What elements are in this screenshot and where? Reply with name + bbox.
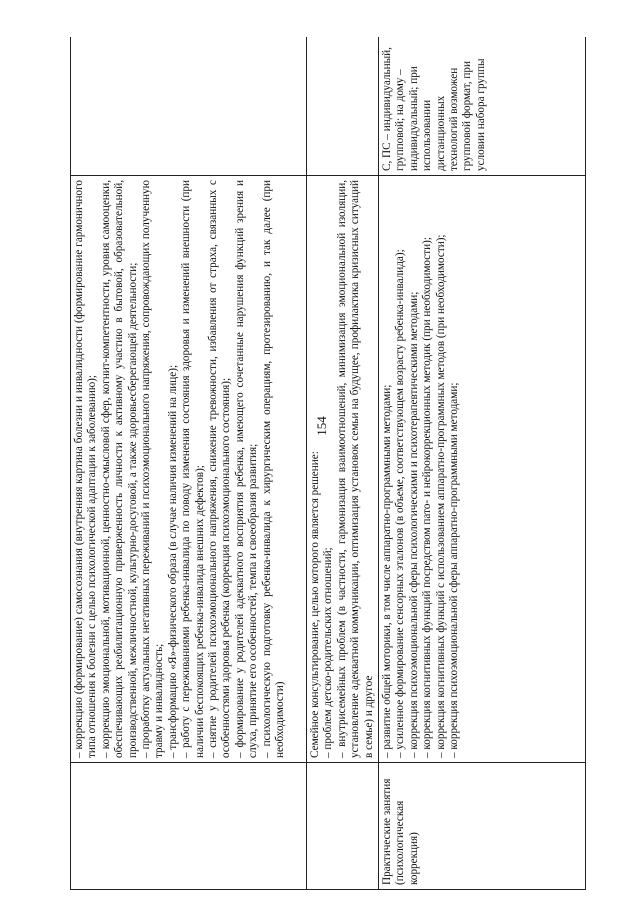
format-description: С, ПС – индивидуальный, групповой; на дому – индивидуальный; при использовании дистанционных технологий возможен групповой формат, при условии набора группы — [381, 47, 487, 171]
table-cell-format — [307, 37, 379, 176]
list-item: – коррекция психоэмоциональной сферы психологическими и психотерапевтическими методами; — [407, 291, 420, 758]
table-cell-activity — [71, 763, 307, 890]
table-cell-content — [71, 176, 307, 763]
rehabilitation-table — [70, 37, 586, 890]
activity-label: Практические занятия (психологическая коррекция) — [381, 778, 420, 885]
page-number: 154 — [313, 416, 329, 436]
list-item: – психологическую подготовку ребенка-инвалида к хирургическим операциям, протезированию, и так далее (при необходимости) — [260, 180, 287, 758]
list-item: – усиленное формирование сенсорных эталонов (в объеме, соответствующем возрасту ребенка-инвалида); — [394, 249, 407, 758]
list-item: – коррекция психоэмоциональной сферы аппаратно-программными методами; — [448, 382, 461, 758]
list-item: – работу с переживаниями ребенка-инвалида по поводу изменения состояния здоровья и изменений внешности (при наличии беспокоящих ребенка-инвалида внешних дефектов); — [180, 180, 206, 758]
list-item: – формирование у родителей адекватного восприятия ребенка, имеющего сочетанные нарушения функций зрения и слуха, принятие его особенностей, темпа и своеобразия развития; — [233, 180, 260, 758]
table-cell-activity — [307, 763, 379, 890]
list-item: – развитие общей моторики, в том числе аппаратно-программными методами; — [381, 384, 394, 758]
list-item: – снятие у родителей психоэмоционального напряжения, снижение тревожности, избавления от страха, связанных с особенностями здоровья ребенка (коррекция психоэмоционального состояния); — [207, 180, 233, 758]
rotated-page-body — [70, 37, 586, 890]
table-cell-format — [71, 37, 307, 176]
list-item: – трансформацию «Я»-физического образа (в случае наличия изменений на лице); — [166, 364, 179, 758]
list-item: – коррекцию эмоциональной, мотивационной, ценностно-смысловой сфер, когнит-компетентности, уровня самооценки, обеспечивающих реабилитационную приверженность личности к активному участию в бытовой, образовательной, производственной, межличностной, культурно-досуговой, а также здоровьесберегающей деятельности; — [99, 180, 139, 758]
list-item: – коррекцию (формирование) самосознания (внутренняя картина болезни и инвалидности (формирование гармоничного типа отношения к болезни с целью психологической адаптации к заболеванию); — [73, 180, 99, 758]
list-item: – коррекция когнитивных функций с использованием аппаратно-программных методов (при необходимости); — [434, 234, 447, 758]
list-item: – внутрисемейных проблем (в частности, гармонизация взаимоотношений, минимизация эмоциональной изоляции, установление адекватной коммуникации, оптимизация установок семьи на будущее, профилактика кризисных ситуаций в семье) и другое — [335, 180, 375, 758]
list-item: Семейное консультирование, целью которого является решение: — [309, 451, 321, 758]
table-cell-format — [379, 37, 586, 176]
table-row — [379, 37, 586, 890]
list-item: – проблем детско-родительских отношений; — [322, 547, 335, 758]
list-item: – коррекция когнитивных функций посредством пато- и нейрокоррекционных методик (при необходимости); — [421, 237, 434, 758]
table-cell-activity — [379, 763, 586, 890]
table-row — [307, 37, 379, 890]
rotated-table-container — [70, 37, 586, 890]
list-item: – проработку актуальных негативных переживаний и психоэмоционального напряжения, сопровождающих полученную травму и инвалидность; — [140, 180, 166, 758]
table-row — [71, 37, 307, 890]
table-cell-content — [307, 176, 379, 763]
table-cell-content — [379, 176, 586, 763]
